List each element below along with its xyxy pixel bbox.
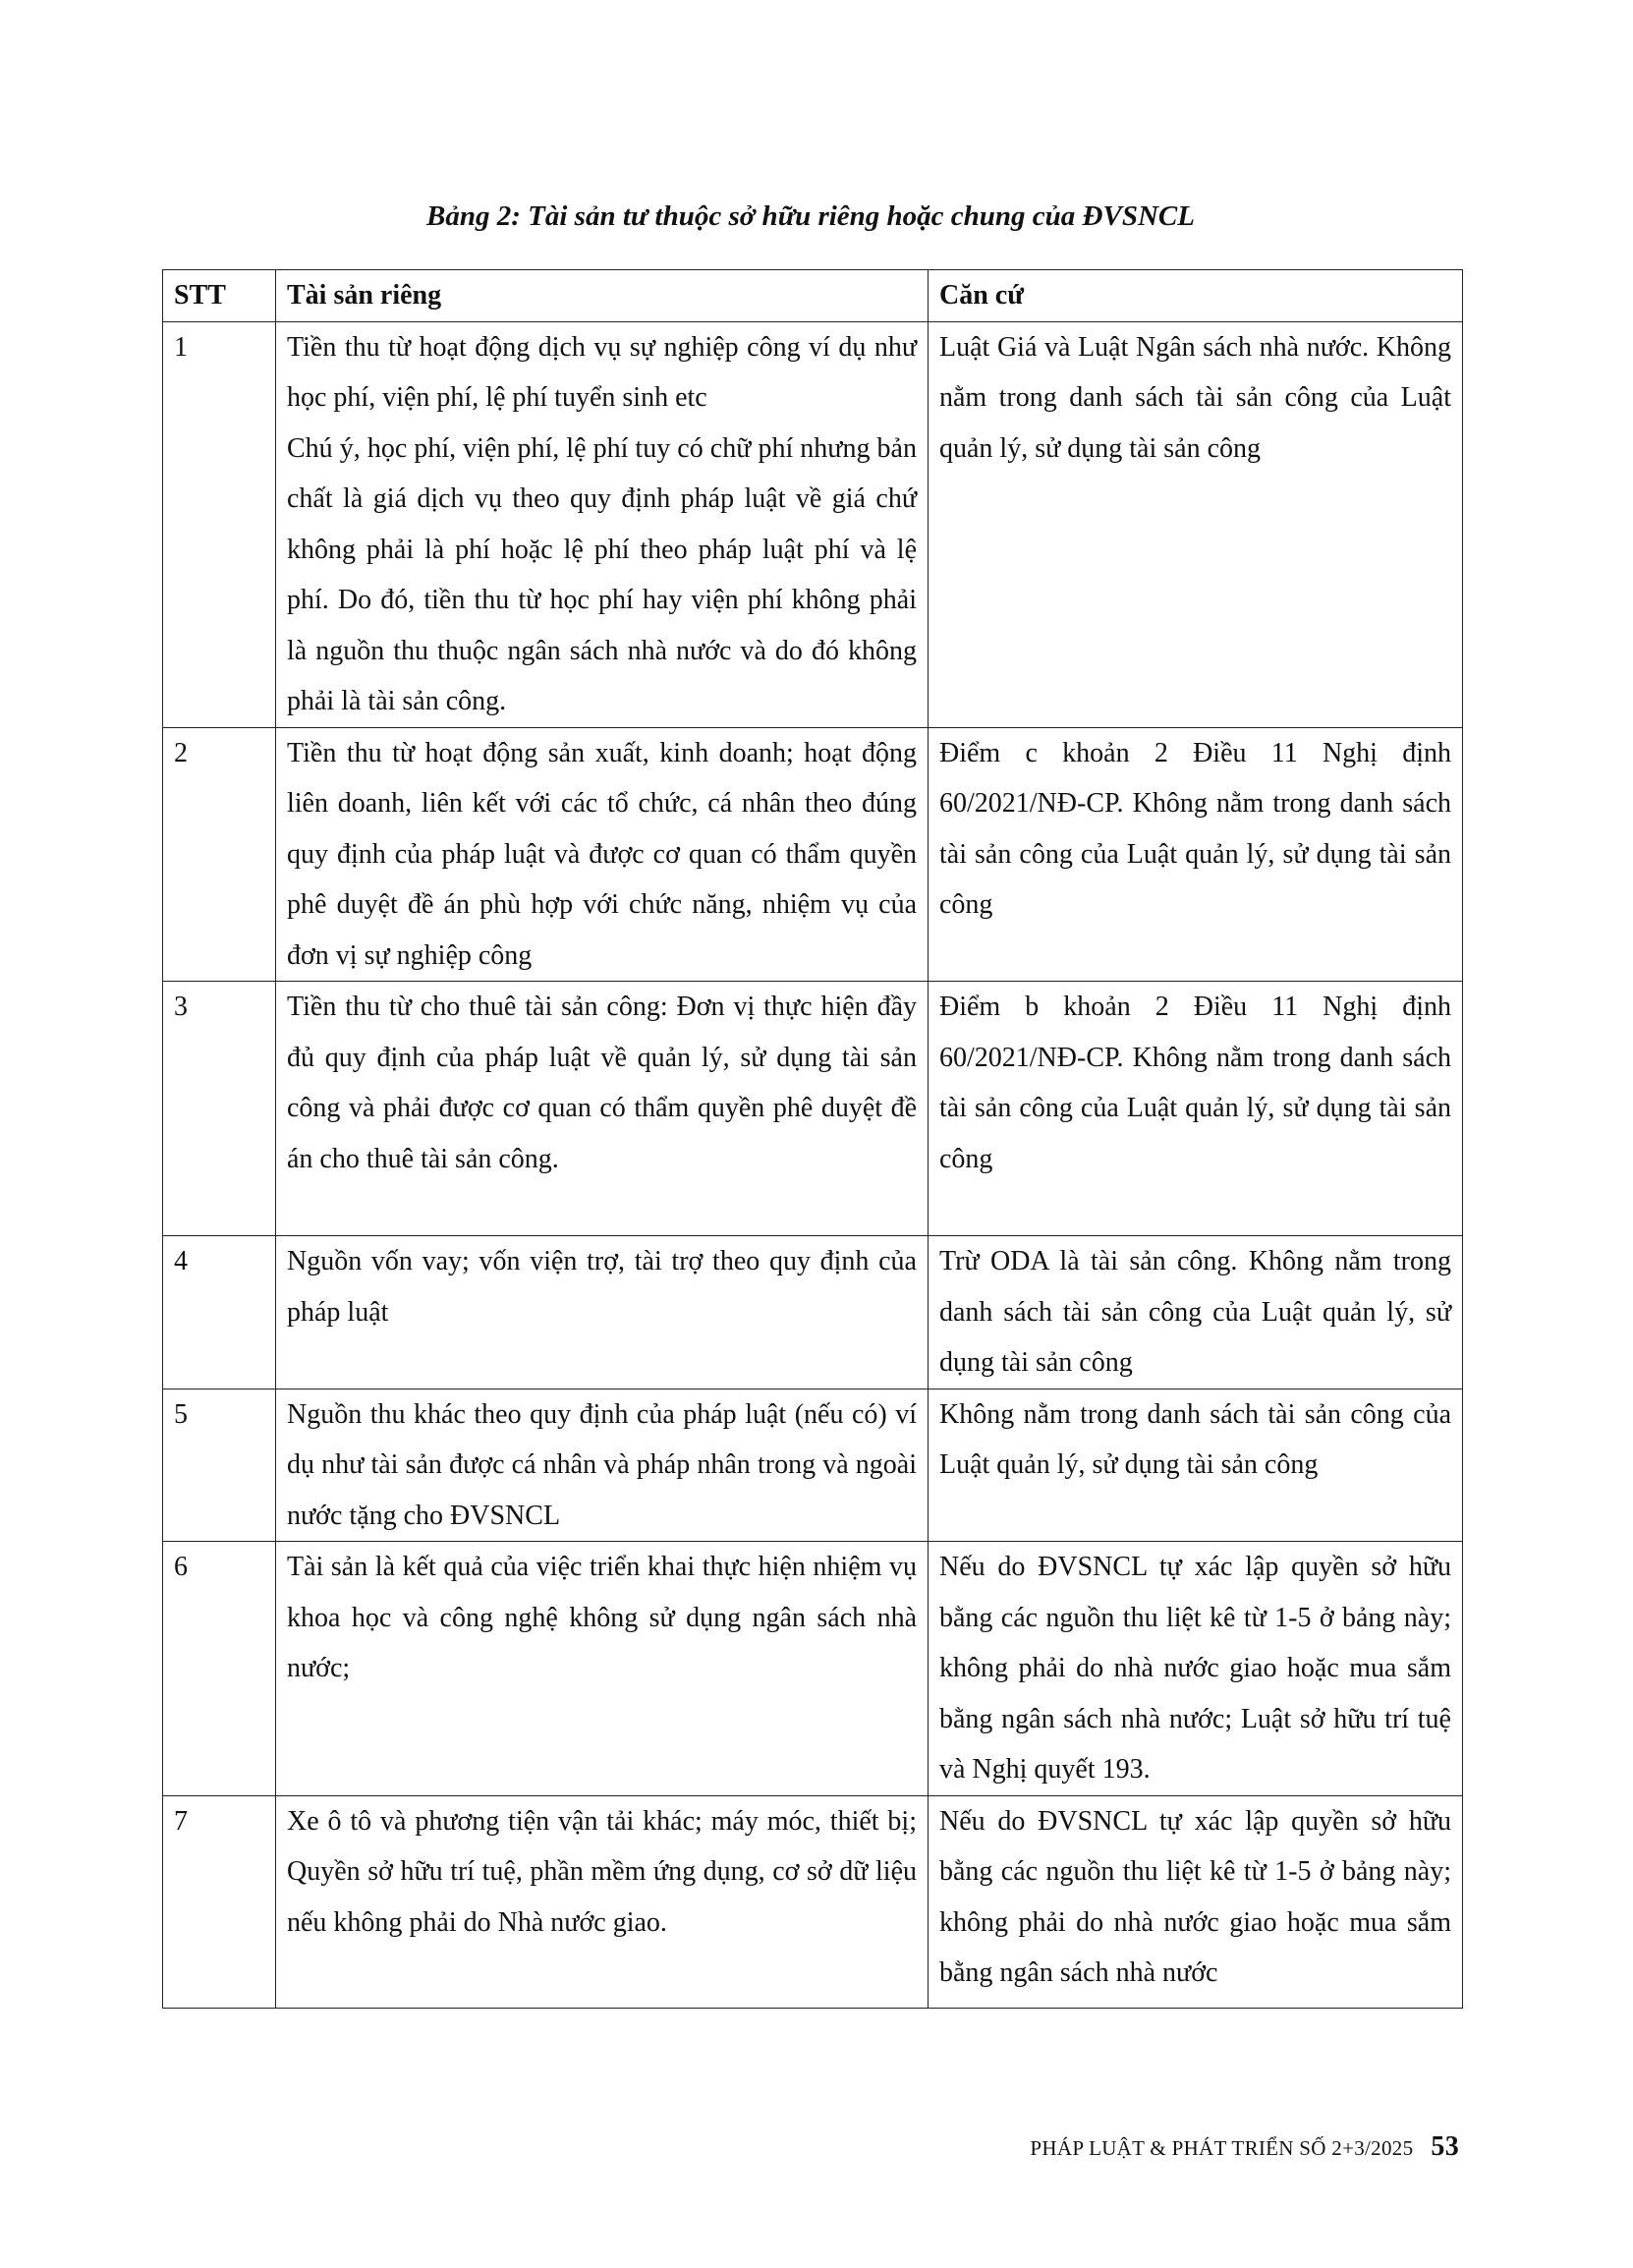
row-stt: 2 — [163, 727, 276, 982]
row-basis: Nếu do ĐVSNCL tự xác lập quyền sở hữu bằng các nguồn thu liệt kê từ 1-5 ở bảng này; không phải do nhà nước giao hoặc mua sắm bằng ngân sách nhà nước — [929, 1795, 1463, 2008]
assets-table — [162, 269, 1463, 2009]
row-basis: Trừ ODA là tài sản công. Không nằm trong danh sách tài sản công của Luật quản lý, sử dụng tài sản công — [929, 1236, 1463, 1389]
row-asset-note: Chú ý, học phí, viện phí, lệ phí tuy có chữ phí nhưng bản chất là giá dịch vụ theo quy định pháp luật về giá chứ không phải là phí hoặc lệ phí theo pháp luật phí và lệ phí. Do đó, tiền thu từ học phí hay viện phí không phải là nguồn thu thuộc ngân sách nhà nước và do đó không phải là tài sản công. — [287, 432, 917, 716]
table-row — [163, 1389, 1463, 1542]
row-asset: Nguồn thu khác theo quy định của pháp luật (nếu có) ví dụ như tài sản được cá nhân và pháp nhân trong và ngoài nước tặng cho ĐVSNCL — [276, 1389, 929, 1542]
table-row — [163, 1236, 1463, 1389]
page-footer — [1012, 2130, 1459, 2165]
row-stt: 4 — [163, 1236, 276, 1389]
table-row — [163, 321, 1463, 727]
table-caption: Bảng 2: Tài sản tư thuộc sở hữu riêng hoặc chung của ĐVSNCL — [426, 200, 1195, 232]
row-stt: 6 — [163, 1542, 276, 1796]
row-stt: 7 — [163, 1795, 276, 2008]
row-asset: Tài sản là kết quả của việc triển khai thực hiện nhiệm vụ khoa học và công nghệ không sử dụng ngân sách nhà nước; — [276, 1542, 929, 1796]
row-stt: 5 — [163, 1389, 276, 1542]
table-row — [163, 1795, 1463, 2008]
header-asset: Tài sản riêng — [276, 270, 929, 322]
row-basis: Điểm c khoản 2 Điều 11 Nghị định 60/2021/NĐ-CP. Không nằm trong danh sách tài sản công của Luật quản lý, sử dụng tài sản công — [929, 727, 1463, 982]
row-asset — [276, 321, 929, 727]
row-asset: Nguồn vốn vay; vốn viện trợ, tài trợ theo quy định của pháp luật — [276, 1236, 929, 1389]
journal-name: PHÁP LUẬT & PHÁT TRIỂN SỐ 2+3/2025 — [1030, 2136, 1414, 2160]
row-asset: Tiền thu từ hoạt động sản xuất, kinh doanh; hoạt động liên doanh, liên kết với các tổ chức, cá nhân theo đúng quy định của pháp luật và được cơ quan có thẩm quyền phê duyệt đề án phù hợp với chức năng, nhiệm vụ của đơn vị sự nghiệp công — [276, 727, 929, 982]
row-asset-text: Tiền thu từ hoạt động dịch vụ sự nghiệp công ví dụ như học phí, viện phí, lệ phí tuyển sinh etc — [287, 331, 917, 413]
row-stt: 1 — [163, 321, 276, 727]
row-basis: Nếu do ĐVSNCL tự xác lập quyền sở hữu bằng các nguồn thu liệt kê từ 1-5 ở bảng này; không phải do nhà nước giao hoặc mua sắm bằng ngân sách nhà nước; Luật sở hữu trí tuệ và Nghị quyết 193. — [929, 1542, 1463, 1796]
header-basis: Căn cứ — [929, 270, 1463, 322]
row-basis: Luật Giá và Luật Ngân sách nhà nước. Không nằm trong danh sách tài sản công của Luật quản lý, sử dụng tài sản công — [929, 321, 1463, 727]
table-row — [163, 982, 1463, 1236]
table-header-row — [163, 270, 1463, 322]
row-asset: Xe ô tô và phương tiện vận tải khác; máy móc, thiết bị; Quyền sở hữu trí tuệ, phần mềm ứng dụng, cơ sở dữ liệu nếu không phải do Nhà nước giao. — [276, 1795, 929, 2008]
table-row — [163, 727, 1463, 982]
row-basis: Điểm b khoản 2 Điều 11 Nghị định 60/2021/NĐ-CP. Không nằm trong danh sách tài sản công của Luật quản lý, sử dụng tài sản công — [929, 982, 1463, 1236]
header-stt: STT — [163, 270, 276, 322]
row-stt: 3 — [163, 982, 276, 1236]
page-number: 53 — [1431, 2131, 1459, 2162]
row-basis: Không nằm trong danh sách tài sản công của Luật quản lý, sử dụng tài sản công — [929, 1389, 1463, 1542]
row-asset: Tiền thu từ cho thuê tài sản công: Đơn vị thực hiện đầy đủ quy định của pháp luật về quản lý, sử dụng tài sản công và phải được cơ quan có thẩm quyền phê duyệt đề án cho thuê tài sản công. — [276, 982, 929, 1236]
table-row — [163, 1542, 1463, 1796]
